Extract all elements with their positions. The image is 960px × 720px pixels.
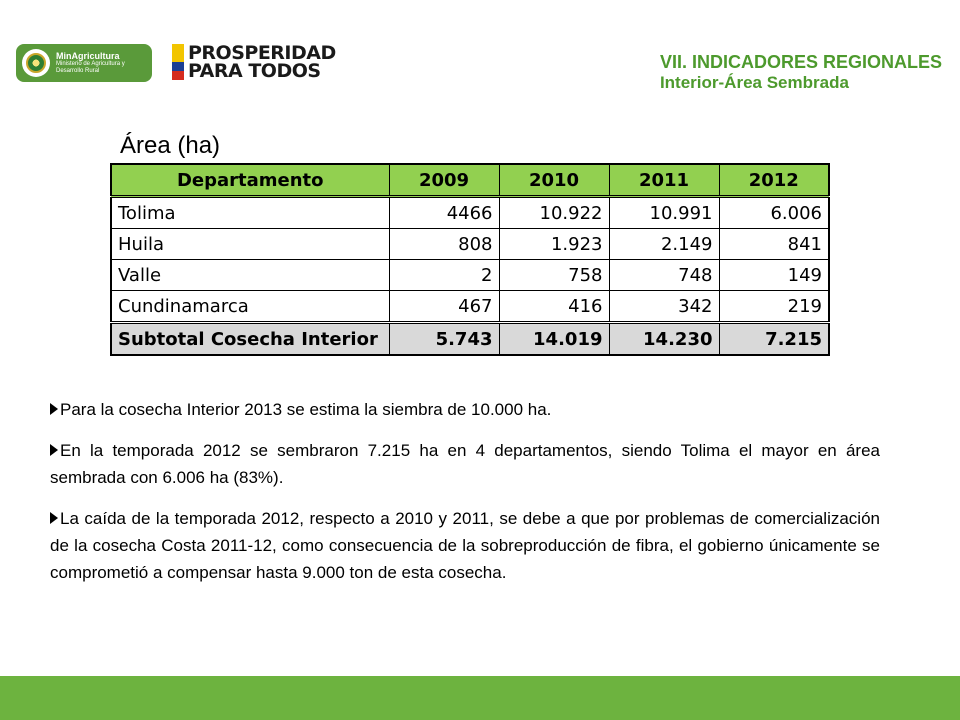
subtotal-cell: 14.019 [499, 323, 609, 356]
footer-bar [0, 676, 960, 720]
table-cell: 342 [609, 291, 719, 323]
bullet-text: En la temporada 2012 se sembraron 7.215 ha en 4 departamentos, siendo Tolima el mayor en área sembrada con 6.006 ha (83%). [50, 441, 880, 487]
table-row [111, 291, 829, 323]
table-cell: 808 [389, 229, 499, 260]
table-cell: 758 [499, 260, 609, 291]
table-cell: 2 [389, 260, 499, 291]
subtotal-label: Subtotal Cosecha Interior [111, 323, 389, 356]
section-heading [660, 52, 942, 94]
bullet-text: Para la cosecha Interior 2013 se estima la siembra de 10.000 ha. [60, 400, 552, 419]
ministry-logo-name: MinAgricultura [56, 51, 120, 61]
table-cell: 219 [719, 291, 829, 323]
table-cell: 6.006 [719, 197, 829, 229]
bullet-list [50, 396, 880, 600]
table-cell: Huila [111, 229, 389, 260]
column-header: Departamento [111, 164, 389, 197]
table-cell: 841 [719, 229, 829, 260]
table-cell: Tolima [111, 197, 389, 229]
table-cell: 1.923 [499, 229, 609, 260]
section-title: VII. INDICADORES REGIONALES [659, 52, 942, 72]
table-row [111, 197, 829, 229]
table-cell: 4466 [389, 197, 499, 229]
table-cell: Cundinamarca [111, 291, 389, 323]
coat-of-arms-icon [22, 49, 50, 77]
prosperidad-line2: PARA TODOS [188, 60, 321, 82]
column-header: 2010 [499, 164, 609, 197]
prosperidad-logo [172, 44, 336, 80]
table-cell: 748 [609, 260, 719, 291]
colombia-flag-icon [172, 44, 184, 80]
column-header: 2011 [609, 164, 719, 197]
arrow-bullet-icon [50, 512, 58, 524]
prosperidad-line1: PROSPERIDAD [188, 42, 336, 64]
minagricultura-logo [16, 44, 152, 82]
section-subtitle: Interior-Área Sembrada [659, 73, 849, 92]
table-header-row [111, 164, 829, 197]
table-cell: 2.149 [609, 229, 719, 260]
table-cell: 467 [389, 291, 499, 323]
ministry-logo-subtitle: Ministerio de Agricultura y Desarrollo Rural [56, 61, 125, 74]
table-cell: 149 [719, 260, 829, 291]
bullet-item [50, 437, 880, 491]
table-row [111, 260, 829, 291]
arrow-bullet-icon [50, 403, 58, 415]
area-label: Área (ha) [120, 132, 221, 159]
subtotal-cell: 5.743 [389, 323, 499, 356]
table-row [111, 229, 829, 260]
table-cell: Valle [111, 260, 389, 291]
bullet-item [50, 396, 880, 423]
table-cell: 10.922 [499, 197, 609, 229]
subtotal-row [111, 323, 829, 356]
arrow-bullet-icon [50, 444, 58, 456]
column-header: 2009 [389, 164, 499, 197]
subtotal-cell: 14.230 [609, 323, 719, 356]
area-table [110, 163, 830, 356]
bullet-text: La caída de la temporada 2012, respecto a 2010 y 2011, se debe a que por problemas de comercialización de la cosecha Costa 2011-12, como consecuencia de la sobreproducción de fibra, el gobierno únicamente se comprometió a compensar hasta 9.000 ton de esta cosecha. [50, 509, 880, 582]
table-cell: 10.991 [609, 197, 719, 229]
bullet-item [50, 505, 880, 586]
table-cell: 416 [499, 291, 609, 323]
column-header: 2012 [719, 164, 829, 197]
subtotal-cell: 7.215 [719, 323, 829, 356]
